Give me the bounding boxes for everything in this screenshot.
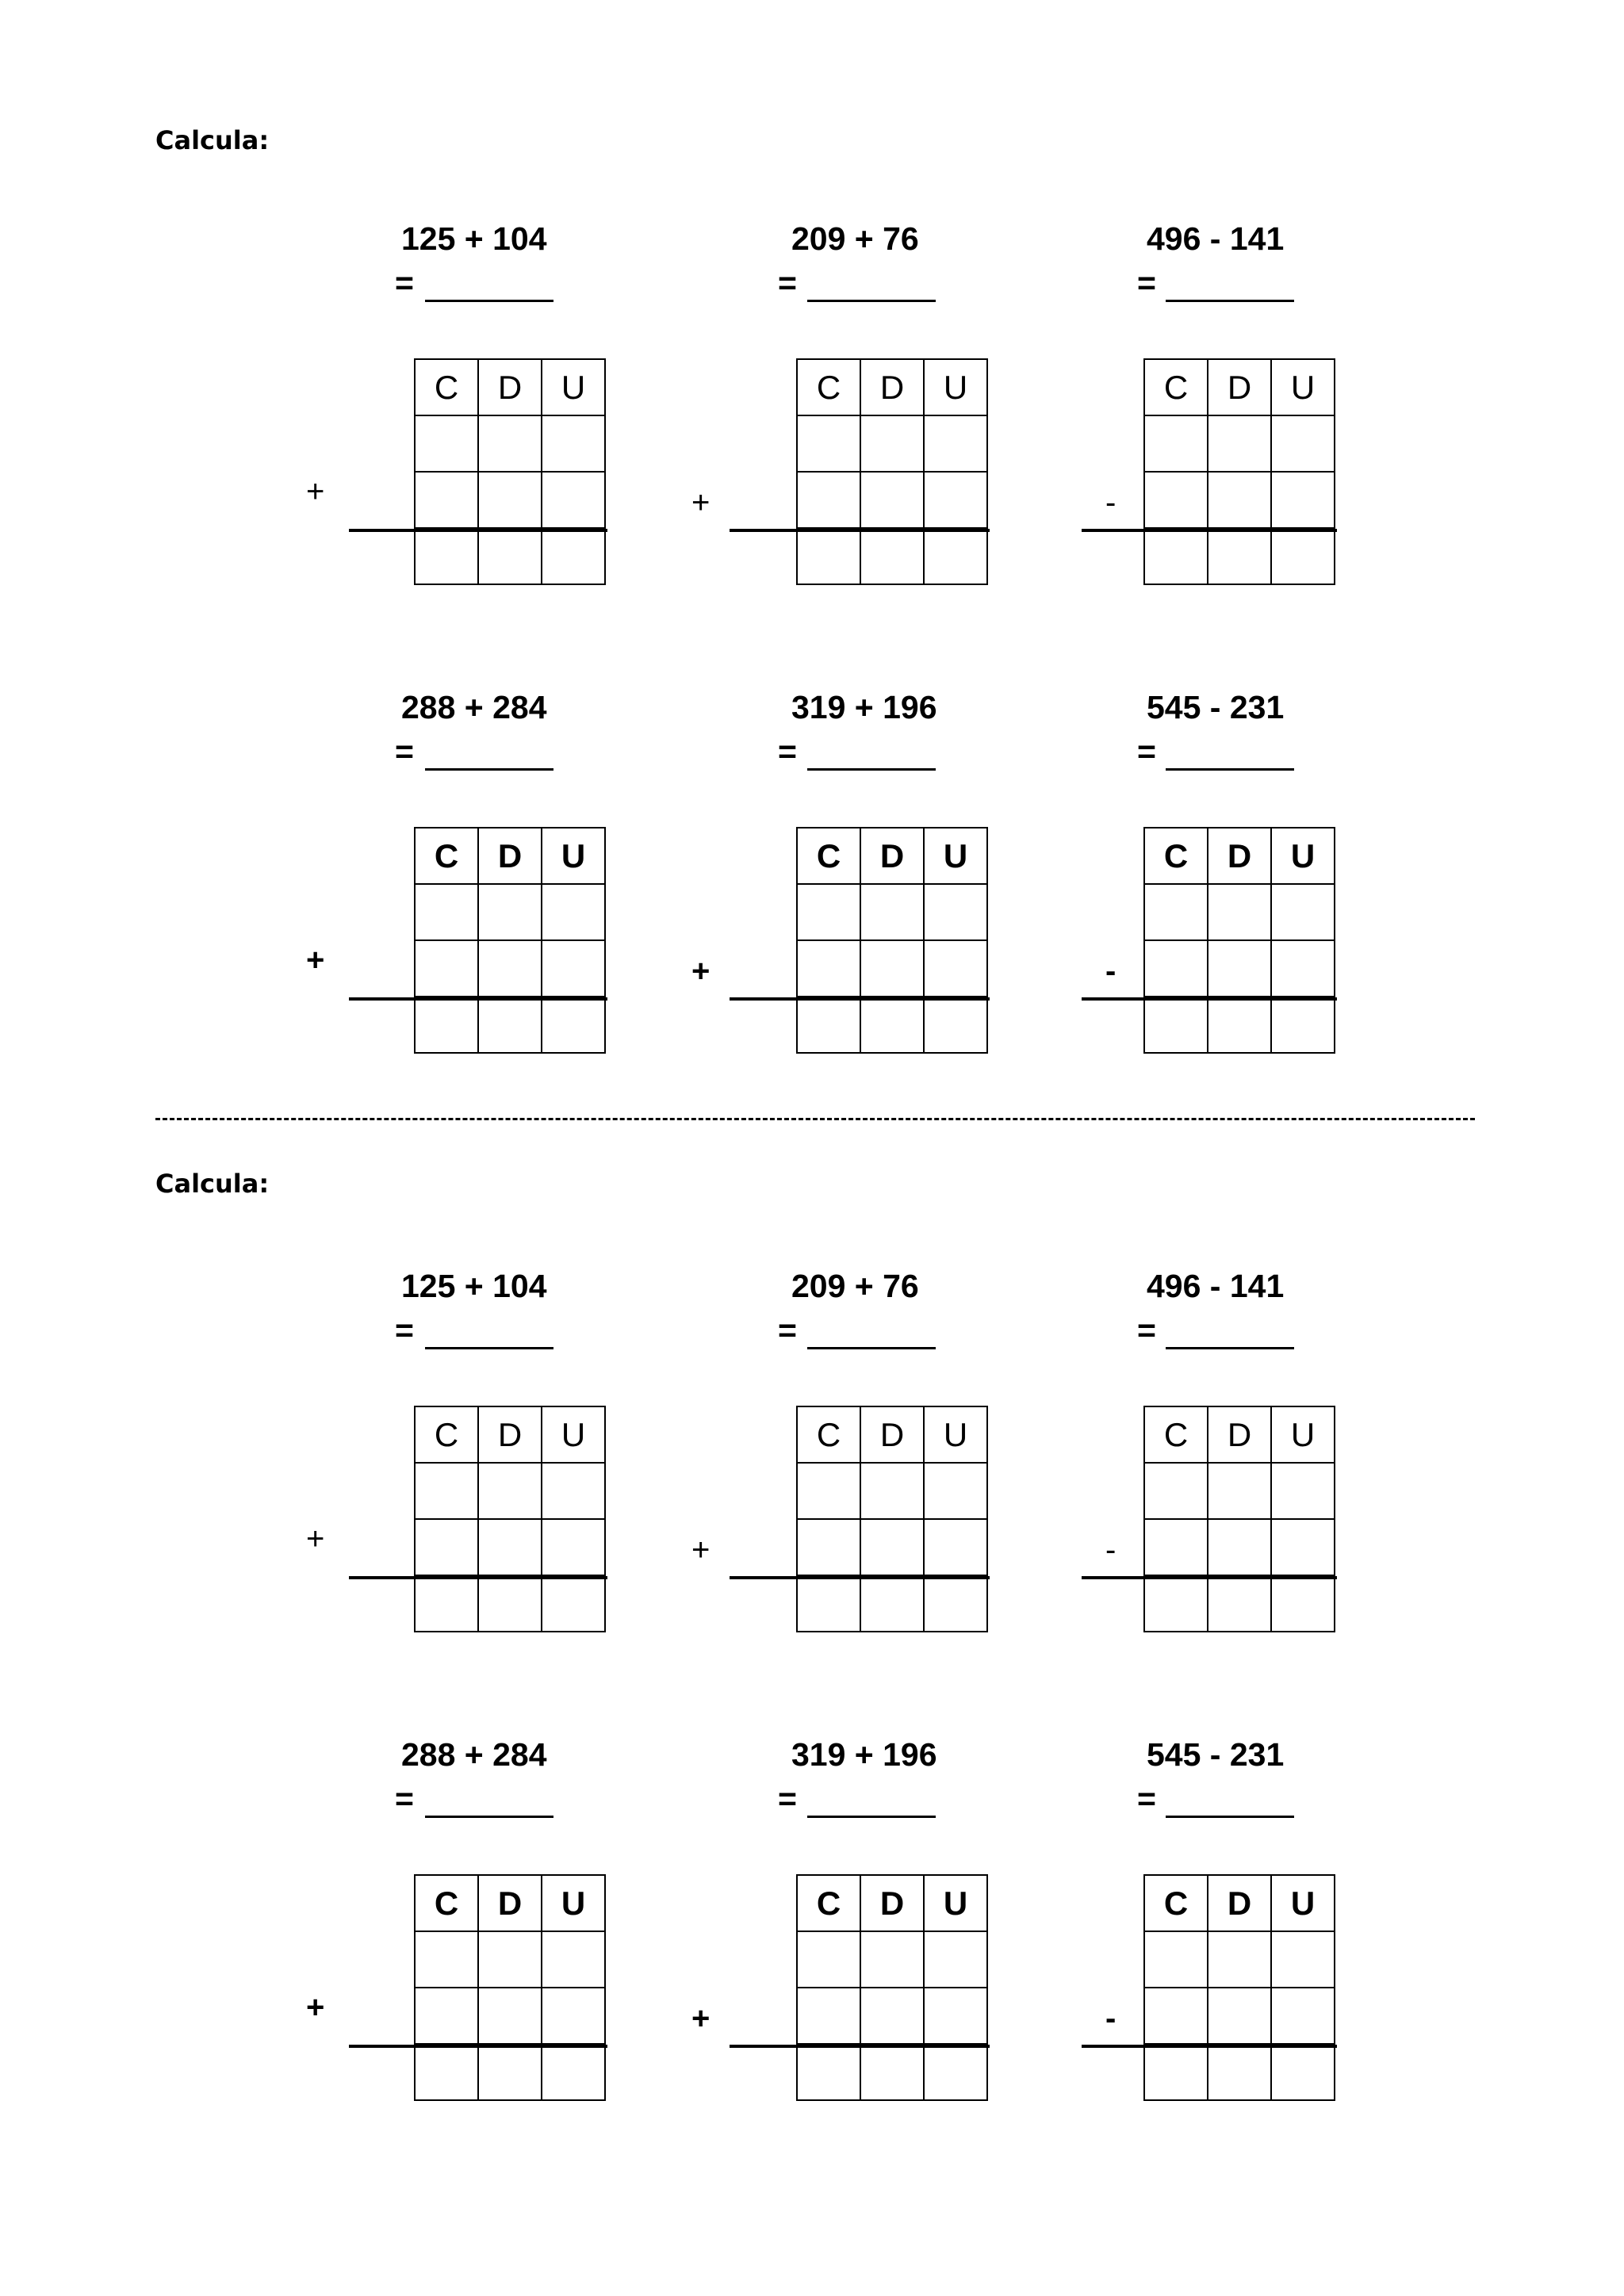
- grid-row: [797, 1575, 987, 1632]
- grid-row: [797, 1463, 987, 1519]
- grid-cell[interactable]: [860, 940, 924, 997]
- grid-cell[interactable]: [1208, 528, 1271, 584]
- grid-cell[interactable]: [860, 1463, 924, 1519]
- grid-header-row: [415, 1406, 605, 1463]
- grid-cell[interactable]: [1144, 472, 1208, 528]
- grid-row: [415, 1931, 605, 1988]
- grid-cell[interactable]: [797, 528, 860, 584]
- minus-sign: -: [1105, 485, 1116, 520]
- place-value-grid: [796, 358, 988, 585]
- grid-header-cell: D: [478, 1406, 542, 1463]
- grid-cell[interactable]: [478, 884, 542, 940]
- grid-cell[interactable]: [1208, 415, 1271, 472]
- grid-cell[interactable]: [797, 1931, 860, 1988]
- place-value-grid: [414, 1874, 606, 2101]
- grid-cell[interactable]: [1144, 1575, 1208, 1632]
- grid-cell[interactable]: [542, 1463, 605, 1519]
- grid-cell[interactable]: [1271, 997, 1335, 1053]
- grid-header-cell: C: [797, 1875, 860, 1931]
- grid-header-cell: U: [1271, 1406, 1335, 1463]
- grid-header-cell: C: [415, 1406, 478, 1463]
- grid-cell[interactable]: [542, 940, 605, 997]
- grid-cell[interactable]: [860, 884, 924, 940]
- grid-cell[interactable]: [924, 940, 987, 997]
- grid-row: [1144, 1931, 1335, 1988]
- grid-row: [415, 1988, 605, 2044]
- grid-row: [797, 1988, 987, 2044]
- grid-cell[interactable]: [415, 1575, 478, 1632]
- plus-sign: +: [306, 943, 325, 978]
- grid-cell[interactable]: [860, 1519, 924, 1575]
- result-line: [1082, 997, 1337, 1001]
- grid-row: [415, 1463, 605, 1519]
- grid-cell[interactable]: [478, 1988, 542, 2044]
- grid-cell[interactable]: [415, 2044, 478, 2100]
- grid-cell[interactable]: [1271, 2044, 1335, 2100]
- equals-sign: =: [395, 1781, 414, 1817]
- result-line: [730, 529, 990, 532]
- grid-cell[interactable]: [860, 415, 924, 472]
- place-value-grid: [1143, 1874, 1335, 2101]
- grid-header-cell: U: [542, 359, 605, 415]
- grid-cell[interactable]: [860, 1988, 924, 2044]
- grid-header-cell: U: [542, 1875, 605, 1931]
- grid-cell[interactable]: [415, 997, 478, 1053]
- grid-header-row: [415, 1875, 605, 1931]
- problem-expression: 288 + 284: [401, 1736, 547, 1773]
- grid-header-cell: D: [1208, 1875, 1271, 1931]
- grid-cell[interactable]: [415, 1519, 478, 1575]
- grid-row: [1144, 2044, 1335, 2100]
- grid-header-cell: C: [415, 359, 478, 415]
- grid-cell[interactable]: [1208, 2044, 1271, 2100]
- grid-cell[interactable]: [1271, 1463, 1335, 1519]
- grid-cell[interactable]: [542, 1988, 605, 2044]
- grid-cell[interactable]: [542, 997, 605, 1053]
- grid-cell[interactable]: [1208, 1575, 1271, 1632]
- grid-cell[interactable]: [924, 1988, 987, 2044]
- grid-row: [415, 940, 605, 997]
- grid-cell[interactable]: [478, 997, 542, 1053]
- grid-header-cell: D: [860, 828, 924, 884]
- problem-expression: 496 - 141: [1147, 1268, 1285, 1304]
- answer-blank[interactable]: [807, 300, 936, 302]
- section-title: Calcula:: [155, 1169, 270, 1199]
- grid-cell[interactable]: [860, 1931, 924, 1988]
- place-value-grid: [796, 1406, 988, 1632]
- grid-cell[interactable]: [1144, 415, 1208, 472]
- equals-sign: =: [778, 265, 797, 301]
- result-line: [1082, 2045, 1337, 2048]
- grid-cell[interactable]: [415, 1988, 478, 2044]
- grid-cell[interactable]: [924, 528, 987, 584]
- grid-cell[interactable]: [797, 884, 860, 940]
- grid-cell[interactable]: [1208, 940, 1271, 997]
- answer-blank[interactable]: [425, 1816, 553, 1818]
- grid-row: [797, 415, 987, 472]
- answer-blank[interactable]: [1166, 1347, 1294, 1349]
- grid-row: [1144, 884, 1335, 940]
- grid-header-cell: D: [478, 359, 542, 415]
- grid-cell[interactable]: [924, 2044, 987, 2100]
- grid-cell[interactable]: [415, 940, 478, 997]
- grid-cell[interactable]: [478, 1519, 542, 1575]
- grid-row: [797, 472, 987, 528]
- place-value-grid: [1143, 358, 1335, 585]
- grid-row: [797, 940, 987, 997]
- result-line: [1082, 1576, 1337, 1579]
- grid-row: [415, 528, 605, 584]
- answer-blank[interactable]: [1166, 768, 1294, 771]
- grid-header-row: [797, 828, 987, 884]
- grid-cell[interactable]: [924, 1575, 987, 1632]
- grid-cell[interactable]: [1271, 415, 1335, 472]
- problem-expression: 209 + 76: [791, 220, 919, 257]
- result-line: [349, 529, 607, 532]
- grid-header-cell: C: [797, 828, 860, 884]
- grid-cell[interactable]: [542, 884, 605, 940]
- grid-row: [1144, 1988, 1335, 2044]
- grid-cell[interactable]: [1271, 1575, 1335, 1632]
- place-value-grid: [414, 358, 606, 585]
- equals-sign: =: [778, 1312, 797, 1349]
- problem-expression: 125 + 104: [401, 1268, 547, 1304]
- equals-sign: =: [778, 733, 797, 770]
- grid-header-row: [1144, 359, 1335, 415]
- grid-header-cell: C: [1144, 359, 1208, 415]
- result-line: [730, 2045, 990, 2048]
- equals-sign: =: [395, 265, 414, 301]
- grid-cell[interactable]: [478, 2044, 542, 2100]
- grid-header-cell: D: [860, 1406, 924, 1463]
- answer-blank[interactable]: [1166, 300, 1294, 302]
- plus-sign: +: [691, 2001, 710, 2036]
- grid-header-row: [797, 1406, 987, 1463]
- grid-cell[interactable]: [542, 1575, 605, 1632]
- grid-cell[interactable]: [1144, 2044, 1208, 2100]
- grid-row: [1144, 997, 1335, 1053]
- grid-cell[interactable]: [924, 1463, 987, 1519]
- grid-cell[interactable]: [542, 528, 605, 584]
- grid-header-cell: D: [478, 1875, 542, 1931]
- grid-cell[interactable]: [860, 2044, 924, 2100]
- grid-cell[interactable]: [1144, 1988, 1208, 2044]
- result-line: [1082, 529, 1337, 532]
- grid-cell[interactable]: [478, 472, 542, 528]
- grid-header-cell: U: [924, 1875, 987, 1931]
- grid-cell[interactable]: [478, 1575, 542, 1632]
- problem-expression: 496 - 141: [1147, 220, 1285, 257]
- result-line: [730, 997, 990, 1001]
- grid-cell[interactable]: [1208, 1463, 1271, 1519]
- grid-row: [1144, 415, 1335, 472]
- problem-expression: 319 + 196: [791, 1736, 937, 1773]
- grid-row: [415, 884, 605, 940]
- grid-cell[interactable]: [478, 415, 542, 472]
- grid-cell[interactable]: [542, 1519, 605, 1575]
- minus-sign: -: [1105, 2001, 1116, 2036]
- answer-blank[interactable]: [425, 300, 553, 302]
- grid-cell[interactable]: [797, 1988, 860, 2044]
- answer-blank[interactable]: [425, 1347, 553, 1349]
- grid-cell[interactable]: [1144, 997, 1208, 1053]
- place-value-grid: [796, 1874, 988, 2101]
- grid-row: [797, 528, 987, 584]
- grid-row: [797, 2044, 987, 2100]
- place-value-grid: [1143, 827, 1335, 1054]
- grid-cell[interactable]: [797, 997, 860, 1053]
- equals-sign: =: [778, 1781, 797, 1817]
- grid-cell[interactable]: [797, 1519, 860, 1575]
- grid-cell[interactable]: [542, 2044, 605, 2100]
- grid-row: [1144, 1519, 1335, 1575]
- grid-header-cell: U: [924, 359, 987, 415]
- result-line: [730, 1576, 990, 1579]
- grid-cell[interactable]: [478, 528, 542, 584]
- grid-row: [1144, 1463, 1335, 1519]
- grid-cell[interactable]: [415, 415, 478, 472]
- grid-row: [1144, 472, 1335, 528]
- grid-cell[interactable]: [1144, 1463, 1208, 1519]
- grid-cell[interactable]: [1208, 472, 1271, 528]
- problem-expression: 288 + 284: [401, 689, 547, 725]
- answer-blank[interactable]: [425, 768, 553, 771]
- grid-cell[interactable]: [1208, 1519, 1271, 1575]
- plus-sign: +: [691, 1533, 710, 1567]
- grid-cell[interactable]: [415, 884, 478, 940]
- grid-cell[interactable]: [1271, 884, 1335, 940]
- answer-blank[interactable]: [807, 1347, 936, 1349]
- grid-row: [797, 1519, 987, 1575]
- grid-row: [797, 1931, 987, 1988]
- grid-header-cell: U: [1271, 828, 1335, 884]
- grid-cell[interactable]: [1144, 528, 1208, 584]
- minus-sign: -: [1105, 954, 1116, 989]
- equals-sign: =: [1137, 1312, 1156, 1349]
- grid-header-cell: U: [1271, 1875, 1335, 1931]
- grid-cell[interactable]: [1208, 997, 1271, 1053]
- grid-row: [415, 1575, 605, 1632]
- grid-row: [415, 2044, 605, 2100]
- grid-cell[interactable]: [478, 1931, 542, 1988]
- grid-cell[interactable]: [860, 997, 924, 1053]
- grid-cell[interactable]: [797, 415, 860, 472]
- grid-header-cell: D: [1208, 359, 1271, 415]
- grid-header-row: [797, 1875, 987, 1931]
- grid-header-row: [415, 359, 605, 415]
- grid-row: [797, 884, 987, 940]
- grid-header-row: [415, 828, 605, 884]
- grid-cell[interactable]: [415, 528, 478, 584]
- grid-cell[interactable]: [797, 1575, 860, 1632]
- grid-cell[interactable]: [924, 997, 987, 1053]
- grid-cell[interactable]: [1208, 884, 1271, 940]
- result-line: [349, 997, 607, 1001]
- grid-cell[interactable]: [924, 1931, 987, 1988]
- equals-sign: =: [1137, 265, 1156, 301]
- grid-header-row: [1144, 1406, 1335, 1463]
- equals-sign: =: [1137, 1781, 1156, 1817]
- grid-cell[interactable]: [797, 940, 860, 997]
- section-title: Calcula:: [155, 125, 270, 155]
- result-line: [349, 1576, 607, 1579]
- grid-cell[interactable]: [860, 528, 924, 584]
- grid-cell[interactable]: [1208, 1988, 1271, 2044]
- grid-header-row: [1144, 1875, 1335, 1931]
- grid-cell[interactable]: [1144, 884, 1208, 940]
- grid-cell[interactable]: [415, 472, 478, 528]
- plus-sign: +: [691, 485, 710, 520]
- equals-sign: =: [395, 733, 414, 770]
- grid-row: [415, 472, 605, 528]
- grid-header-cell: D: [1208, 828, 1271, 884]
- grid-header-cell: C: [1144, 1875, 1208, 1931]
- grid-header-cell: D: [860, 359, 924, 415]
- grid-row: [1144, 528, 1335, 584]
- equals-sign: =: [395, 1312, 414, 1349]
- grid-header-cell: D: [1208, 1406, 1271, 1463]
- grid-cell[interactable]: [1271, 1931, 1335, 1988]
- grid-cell[interactable]: [1271, 1988, 1335, 2044]
- grid-cell[interactable]: [415, 1931, 478, 1988]
- grid-header-cell: U: [1271, 359, 1335, 415]
- answer-blank[interactable]: [807, 768, 936, 771]
- answer-blank[interactable]: [807, 1816, 936, 1818]
- grid-header-cell: U: [924, 1406, 987, 1463]
- grid-header-row: [797, 359, 987, 415]
- grid-row: [415, 997, 605, 1053]
- grid-cell[interactable]: [1271, 472, 1335, 528]
- grid-cell[interactable]: [924, 884, 987, 940]
- grid-row: [1144, 940, 1335, 997]
- grid-cell[interactable]: [542, 415, 605, 472]
- grid-header-cell: D: [860, 1875, 924, 1931]
- grid-cell[interactable]: [924, 415, 987, 472]
- minus-sign: -: [1105, 1533, 1116, 1567]
- grid-header-cell: C: [415, 828, 478, 884]
- grid-cell[interactable]: [860, 472, 924, 528]
- grid-cell[interactable]: [1271, 528, 1335, 584]
- grid-cell[interactable]: [1208, 1931, 1271, 1988]
- grid-header-cell: C: [1144, 828, 1208, 884]
- plus-sign: +: [306, 474, 325, 509]
- problem-expression: 125 + 104: [401, 220, 547, 257]
- place-value-grid: [414, 1406, 606, 1632]
- cut-line-divider: [155, 1118, 1475, 1120]
- place-value-grid: [414, 827, 606, 1054]
- problem-expression: 545 - 231: [1147, 1736, 1285, 1773]
- grid-header-cell: C: [415, 1875, 478, 1931]
- grid-header-cell: D: [478, 828, 542, 884]
- grid-cell[interactable]: [924, 1519, 987, 1575]
- grid-cell[interactable]: [797, 472, 860, 528]
- grid-cell[interactable]: [860, 1575, 924, 1632]
- grid-cell[interactable]: [797, 1463, 860, 1519]
- plus-sign: +: [691, 954, 710, 989]
- plus-sign: +: [306, 1521, 325, 1556]
- grid-header-cell: C: [797, 359, 860, 415]
- problem-expression: 319 + 196: [791, 689, 937, 725]
- grid-cell[interactable]: [1144, 940, 1208, 997]
- grid-header-cell: U: [542, 828, 605, 884]
- grid-cell[interactable]: [797, 2044, 860, 2100]
- grid-cell[interactable]: [1144, 1519, 1208, 1575]
- grid-row: [797, 997, 987, 1053]
- grid-header-cell: U: [542, 1406, 605, 1463]
- grid-header-cell: C: [797, 1406, 860, 1463]
- grid-cell[interactable]: [478, 1463, 542, 1519]
- grid-row: [415, 1519, 605, 1575]
- plus-sign: +: [306, 1990, 325, 2025]
- answer-blank[interactable]: [1166, 1816, 1294, 1818]
- problem-expression: 209 + 76: [791, 1268, 919, 1304]
- grid-cell[interactable]: [1271, 1519, 1335, 1575]
- grid-cell[interactable]: [1144, 1931, 1208, 1988]
- grid-cell[interactable]: [415, 1463, 478, 1519]
- equals-sign: =: [1137, 733, 1156, 770]
- grid-cell[interactable]: [478, 940, 542, 997]
- grid-cell[interactable]: [1271, 940, 1335, 997]
- grid-row: [415, 415, 605, 472]
- grid-header-cell: C: [1144, 1406, 1208, 1463]
- problem-expression: 545 - 231: [1147, 689, 1285, 725]
- result-line: [349, 2045, 607, 2048]
- grid-cell[interactable]: [542, 472, 605, 528]
- place-value-grid: [1143, 1406, 1335, 1632]
- grid-cell[interactable]: [542, 1931, 605, 1988]
- grid-row: [1144, 1575, 1335, 1632]
- grid-header-cell: U: [924, 828, 987, 884]
- grid-cell[interactable]: [924, 472, 987, 528]
- grid-header-row: [1144, 828, 1335, 884]
- place-value-grid: [796, 827, 988, 1054]
